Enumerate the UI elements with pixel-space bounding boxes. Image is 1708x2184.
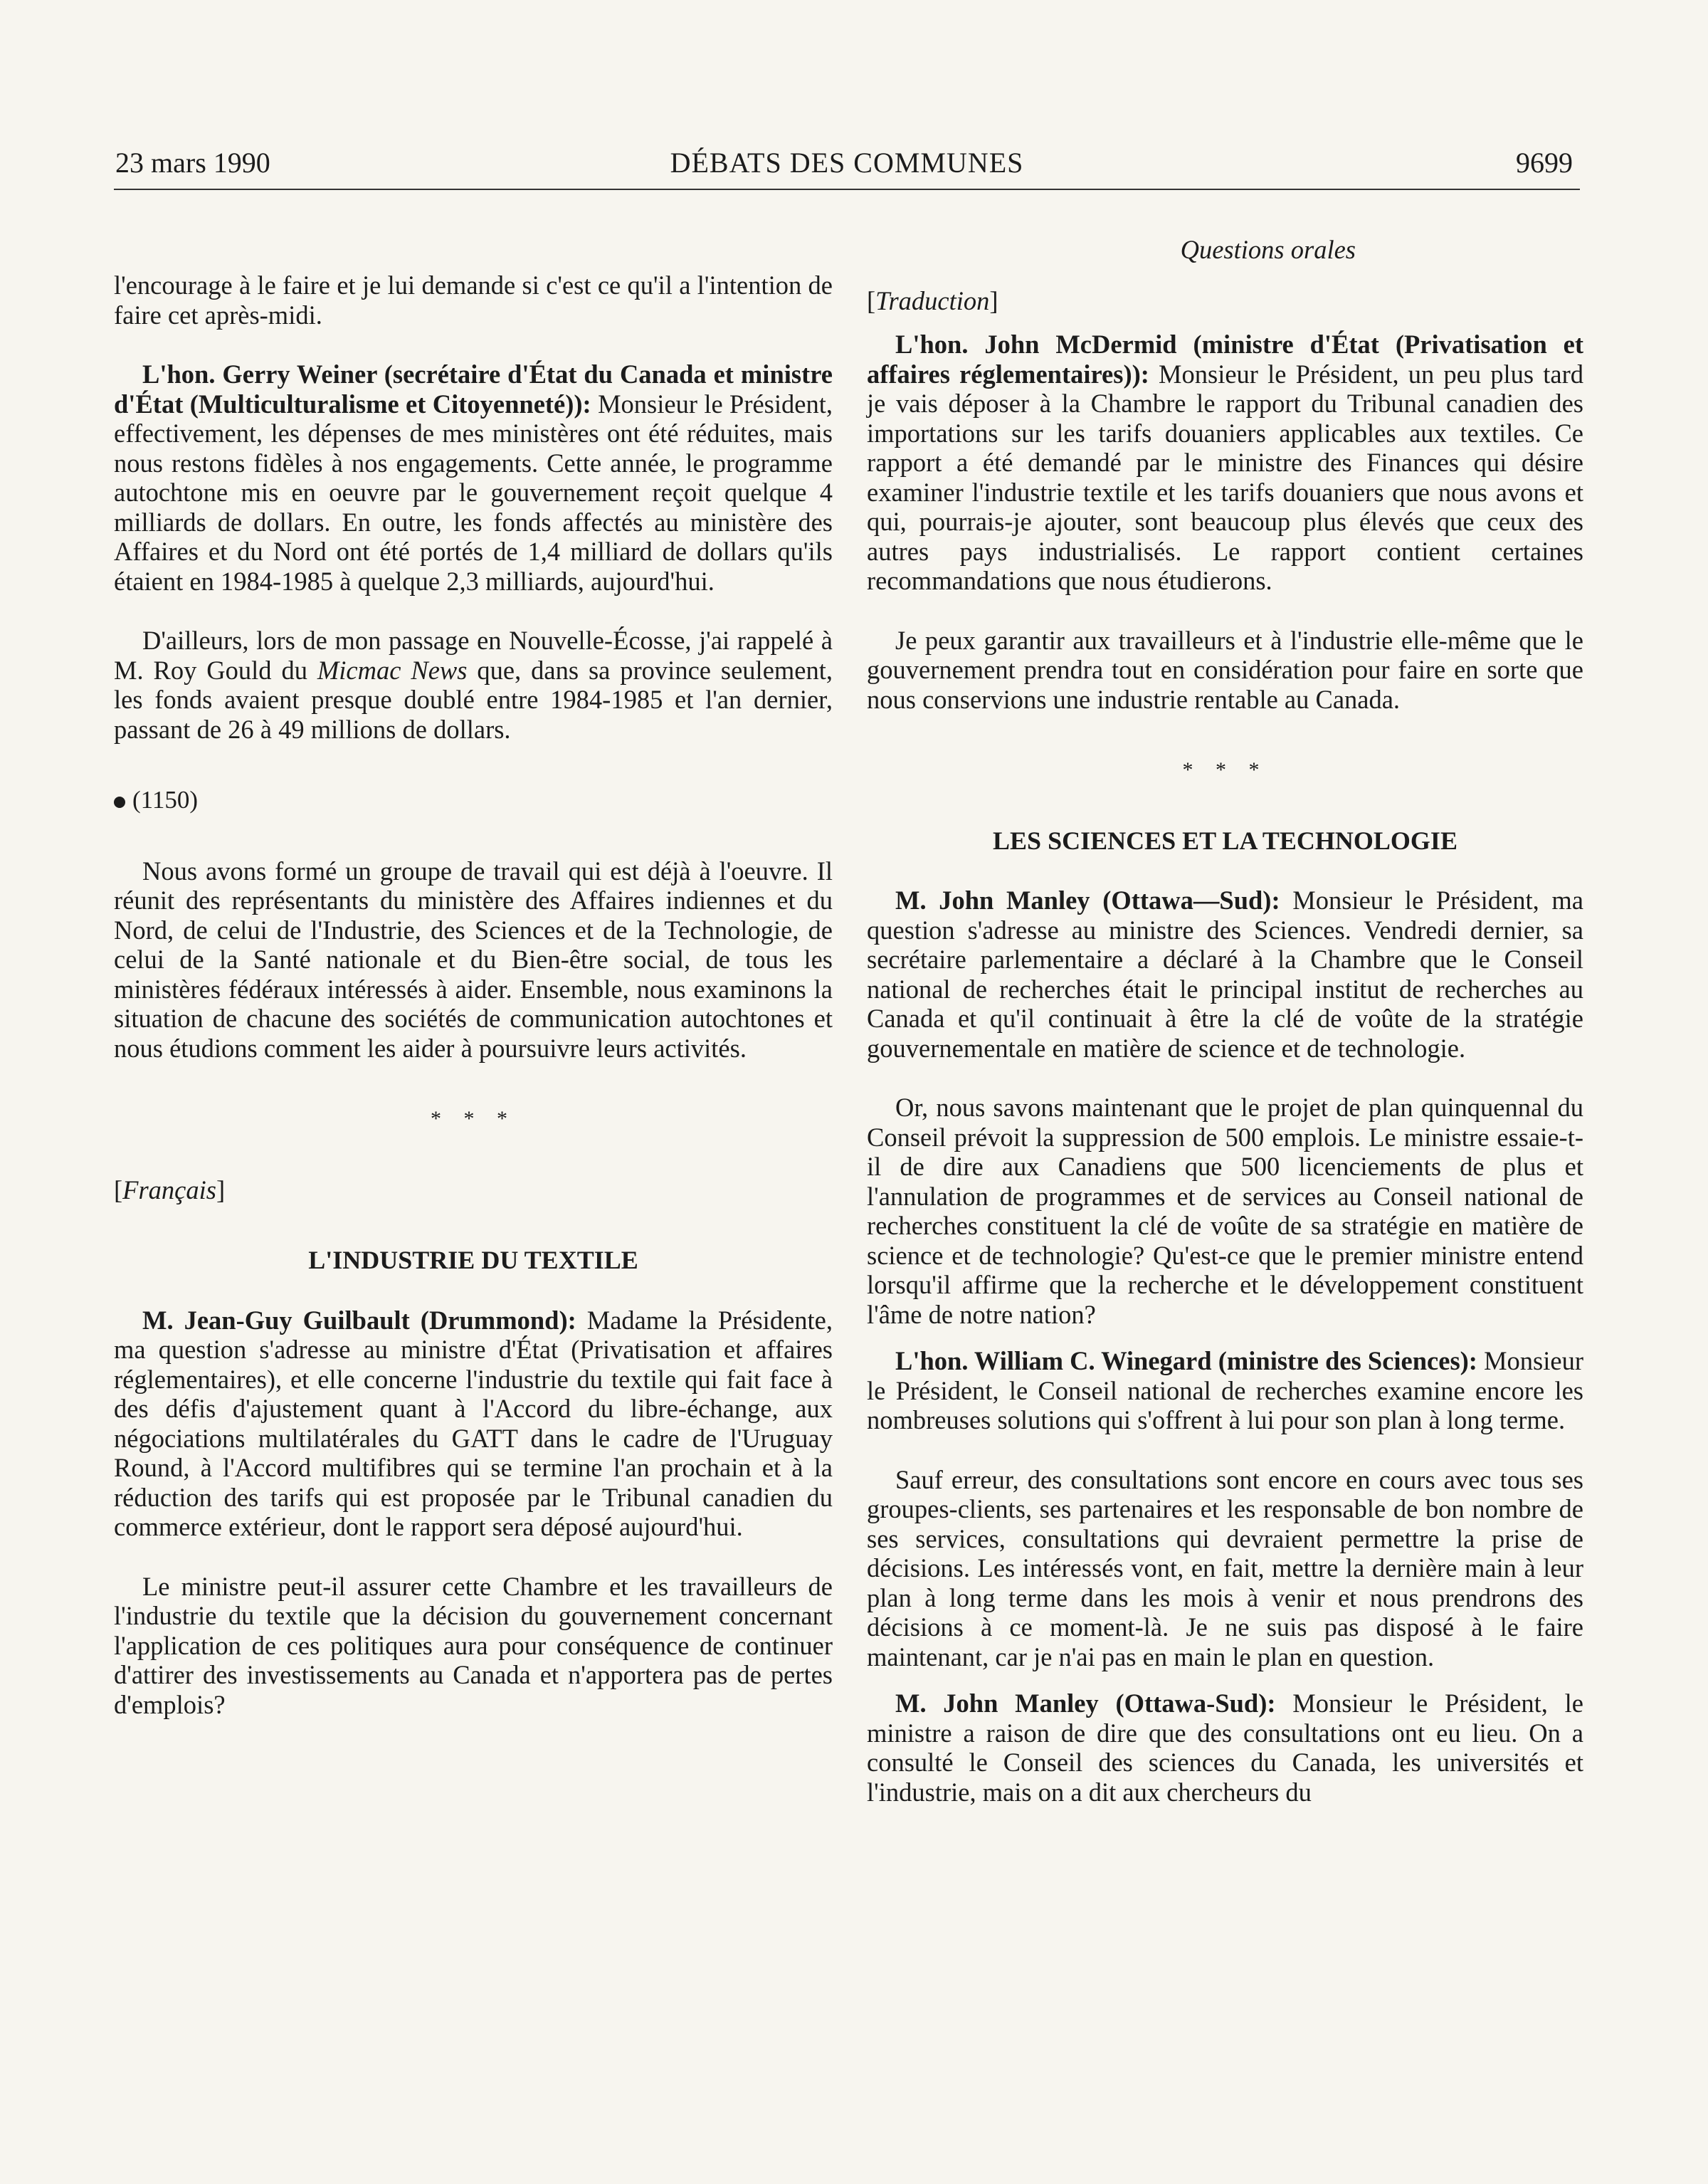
language-label: [Traduction] (867, 285, 998, 315)
section-separator: * * * (1182, 758, 1268, 782)
paragraph: D'ailleurs, lors de mon passage en Nouvelle-Écosse, j'ai rappelé à M. Roy Gould du Micmac News que, dans sa province seulement, les fonds avaient presque doublé entre 1984-1985 et l'an dernier, passant de 26 à 49 millions de dollars. (114, 626, 833, 744)
speech-text: Monsieur le Président, effectivement, les dépenses de mes ministères ont été réduites, mais nous restons fidèles à nos engagements. Cette année, le programme autochtone mis en oeuvre par le gouvernement reçoit quelque 4 milliards de dollars. En outre, les fonds affectés au ministère des Affaires et du Nord ont été portés de 1,4 milliard de dollars qu'ils étaient en 1984-1985 à quelque 2,3 milliards, aujourd'hui. (114, 389, 833, 596)
paragraph (114, 1306, 833, 1542)
section-separator: * * * (431, 1107, 516, 1130)
speaker-name: M. John Manley (Ottawa—Sud): (895, 886, 1280, 915)
speech-text: Monsieur le Président, le ministre a raison de dire que des consultations ont eu lieu. On a consulté le Conseil des sciences du Canada, les universités et l'industrie, mais on a dit aux chercheurs du (867, 1689, 1583, 1807)
running-section-label: Questions orales (1180, 235, 1356, 264)
publication-title: Micmac News (317, 655, 468, 685)
page-number: 9699 (1516, 147, 1573, 179)
speaker-name: L'hon. William C. Winegard (ministre des Sciences): (895, 1346, 1477, 1375)
paragraph (867, 886, 1583, 1063)
paragraph: Nous avons formé un groupe de travail qui est déjà à l'oeuvre. Il réunit des représentants du ministère des Affaires indiennes et du Nord, de celui de l'Industrie, des Sciences et de la Technologie, de celui de la Santé nationale et du Bien-être social, de tous les ministères fédéraux intéressés à aider. Ensemble, nous examinons la situation de chacune des sociétés de communication autochtones et nous étudions comment les aider à poursuivre leurs activités. (114, 856, 833, 1063)
paragraph: Or, nous savons maintenant que le projet de plan quinquennal du Conseil prévoit la suppression de 500 emplois. Le ministre essaie-t-il de dire aux Canadiens que 500 licenciements de plus et l'annulation de programmes et de services au Conseil national de recherches constituent la clé de voûte de sa stratégie en matière de science et de technologie? Qu'est-ce que le premier ministre entend lorsqu'il affirme que la recherche et le développement constituent l'âme de notre nation? (867, 1093, 1583, 1329)
speech-text: Monsieur le Président, un peu plus tard je vais déposer à la Chambre le rapport du Tribunal canadien des importations sur les tarifs douaniers applicables aux textiles. Ce rapport a été demandé par le ministre des Finances qui désire examiner l'industrie textile et les tarifs douaniers que nous avons et qui, pourrais-je ajouter, sont beaucoup plus élevés que ceux des autres pays industrialisés. Le rapport contient certaines recommandations que nous étudierons. (867, 359, 1583, 595)
paragraph: Je peux garantir aux travailleurs et à l'industrie elle-même que le gouvernement prendra tout en considération pour faire en sorte que nous conservions une industrie rentable au Canada. (867, 625, 1583, 714)
speech-text: Madame la Présidente, ma question s'adresse au ministre d'État (Privatisation et affaires réglementaires), et elle concerne l'industrie du textile qui fait face à des défis d'ajustement quant à l'Accord du libre-échange, aux négociations multilatérales du GATT dans le cadre de l'Uruguay Round, à l'Accord multifibres qui se termine l'an prochain et à la réduction des tarifs qui est proposée par le Tribunal canadien du commerce extérieur, dont le rapport sera déposé aujourd'hui. (114, 1305, 833, 1541)
bullet-icon (114, 797, 125, 808)
page-header (114, 146, 1580, 190)
paragraph: Le ministre peut-il assurer cette Chambre et les travailleurs de l'industrie du textile que la décision du gouvernement concernant l'application de ces politiques aura pour conséquence de continuer d'attirer des investissements au Canada et n'apportera pas de pertes d'emplois? (114, 1571, 833, 1719)
header-title: DÉBATS DES COMMUNES (670, 147, 1024, 179)
left-column (114, 271, 833, 1719)
section-heading: LES SCIENCES ET LA TECHNOLOGIE (993, 826, 1457, 855)
paragraph (867, 1689, 1583, 1807)
language-label: [Français] (114, 1175, 226, 1204)
section-heading: L'INDUSTRIE DU TEXTILE (308, 1246, 638, 1274)
paragraph (867, 1346, 1583, 1435)
time-marker: (1150) (114, 785, 833, 815)
speaker-name: L'hon. John McDermid (ministre d'État (Privatisation et affaires réglementaires)): (867, 330, 1583, 389)
speaker-name: M. Jean-Guy Guilbault (Drummond): (142, 1305, 576, 1335)
speech-text: Monsieur le Président, ma question s'adresse au ministre des Sciences. Vendredi dernier, sa secrétaire parlementaire a déclaré à la Chambre que le Conseil national de recherches était le principal institut de recherches au Canada et qu'il continuait à être la clé de voûte de la stratégie gouvernementale en matière de science et de technologie. (867, 886, 1583, 1063)
paragraph (114, 359, 833, 596)
paragraph: l'encourage à le faire et je lui demande si c'est ce qu'il a l'intention de faire cet après-midi. (114, 271, 833, 330)
paragraph: Sauf erreur, des consultations sont encore en cours avec tous ses groupes-clients, ses partenaires et les responsable de bon nombre de ses services, consultations qui devraient permettre la prise de décisions. Les intéressés vont, en fait, mettre la dernière main à leur plan à long terme dans les mois à venir et nous prendrons des décisions à ce moment-là. Je ne suis pas disposé à le faire maintenant, car je n'ai pas en main le plan en question. (867, 1464, 1583, 1671)
speaker-name: L'hon. Gerry Weiner (secrétaire d'État du Canada et ministre d'État (Multiculturalisme et Citoyenneté)): (114, 359, 833, 419)
right-column (867, 235, 1583, 1807)
paragraph (867, 330, 1583, 596)
speech-text: Monsieur le Président, le Conseil national de recherches examine encore les nombreuses solutions qui s'offrent à lui pour son plan à long terme. (867, 1346, 1584, 1434)
header-date: 23 mars 1990 (115, 147, 270, 179)
speaker-name: M. John Manley (Ottawa-Sud): (895, 1689, 1276, 1718)
